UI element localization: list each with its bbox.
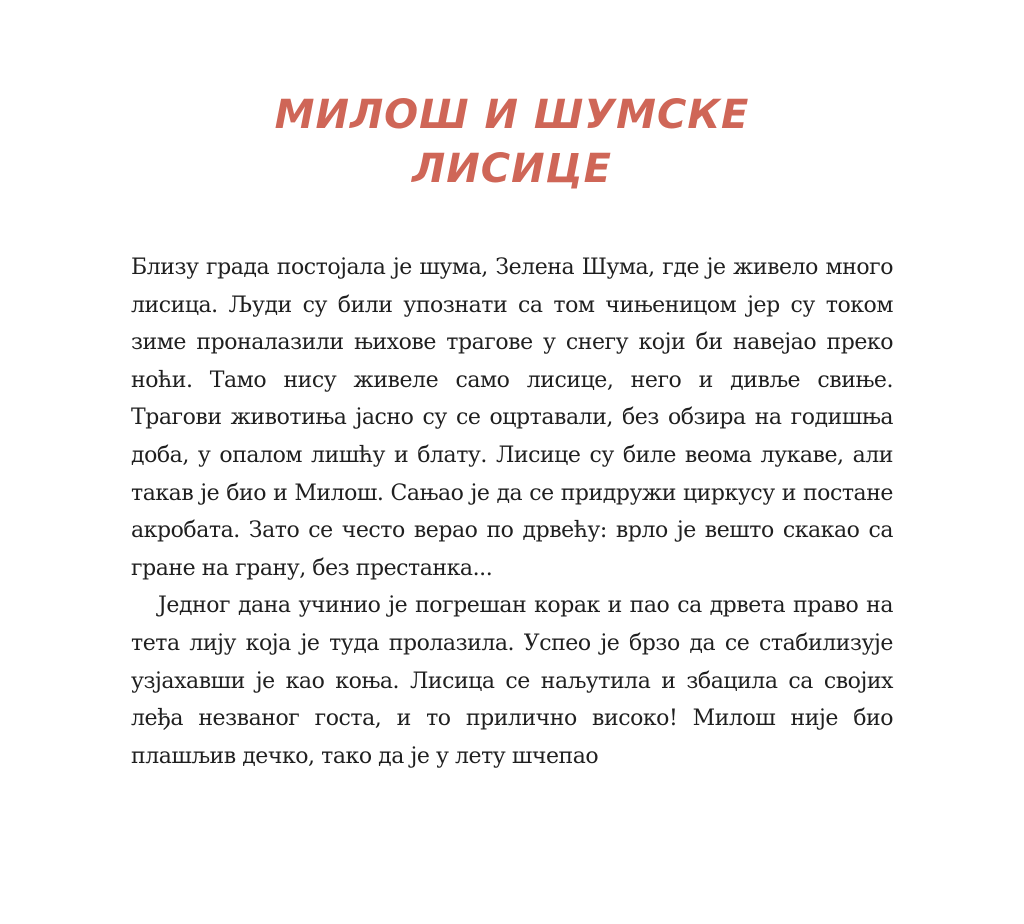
title-line-2: ЛИСИЦЕ: [412, 146, 612, 192]
story-paragraph-2: Једног дана учинио је погрешан корак и пао са дрвета право на тета лију која је туда пролазила. Успео је брзо да се стабилизује узјахавши је као коња. Лисица се наљутила и збацила са својих леђа незваног госта, и то прилично високо! Милош није био плашљив дечко, тако да је у лету шчепао: [131, 593, 893, 769]
story-text: [131, 249, 893, 775]
story-paragraph-1: Близу града постојала је шума, Зелена Шума, где је живело много лисица. Људи су били упознати са том чињеницом јер су током зиме проналазили њихове трагове у снегу који би навејао преко ноћи. Тамо нису живеле само лисице, него и дивље свиње. Трагови животиња јасно су се оцртавали, без обзира на годишња доба, у опалом лишћу и блату. Лисице су биле веома лукаве, али такав је био и Милош. Сањао је да се придружи циркусу и постане акробата. Зато се често верао по дрвећу: врло је вешто скакао са гране на грану, без престанка...: [131, 255, 893, 581]
title-line-1: МИЛОШ И ШУМСКЕ: [274, 92, 750, 138]
page-title: [0, 88, 1024, 196]
